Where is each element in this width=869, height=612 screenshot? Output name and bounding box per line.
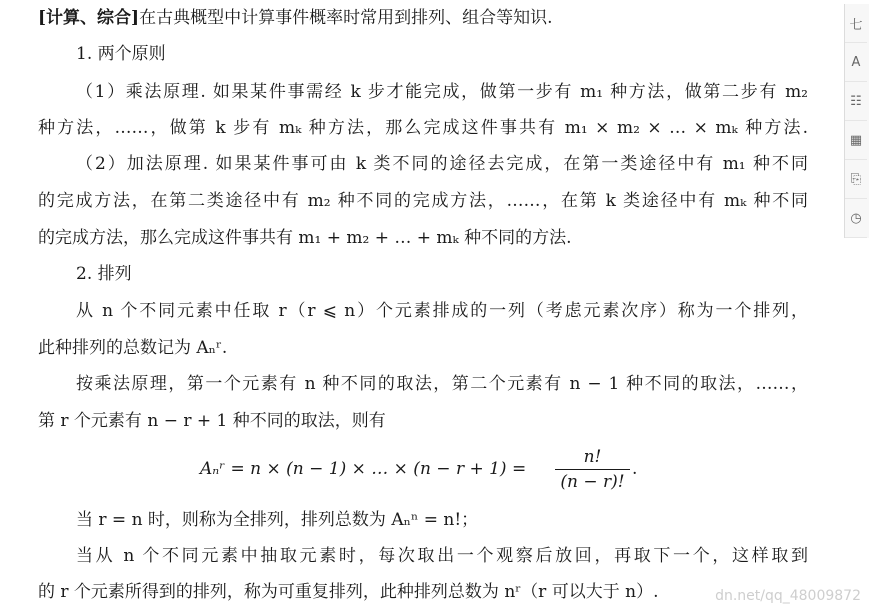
formula-fraction xyxy=(555,446,630,493)
side-toolbar xyxy=(844,4,869,238)
fraction-bar xyxy=(555,469,630,470)
paragraph-multiplication-2: 种方法，……，做第 k 步有 mₖ 种方法，那么完成这件事共有 m₁ × m₂ × … × mₖ 种方法. xyxy=(38,118,808,138)
grid-icon[interactable]: ▦ xyxy=(845,121,867,160)
formula-lhs: Aₙʳ = n × (n − 1) × … × (n − r + 1) = xyxy=(200,459,527,479)
paragraph-rule-2: 第 r 个元素有 n − r + 1 种不同的取法，则有 xyxy=(38,411,386,431)
note-icon[interactable]: ☷ xyxy=(845,82,867,121)
paragraph-addition-2: 的完成方法，在第二类途径中有 m₂ 种不同的完成方法，……，在第 k 类途径中有 mₖ 种不同 xyxy=(38,191,808,211)
intro-tag: [计算、综合] xyxy=(38,8,140,28)
paragraph-permutation-2: 此种排列的总数记为 Aₙʳ. xyxy=(38,338,228,358)
watermark: dn.net/qq_48009872 xyxy=(715,588,861,604)
paragraph-addition-1: （2）加法原理. 如果某件事可由 k 类不同的途径去完成，在第一类途径中有 m₁ 种不同 xyxy=(76,154,808,174)
history-icon[interactable]: ◷ xyxy=(845,199,867,238)
paragraph-repetition-1: 当从 n 个不同元素中抽取元素时，每次取出一个观察后放回，再取下一个，这样取到 xyxy=(76,546,808,566)
paragraph-rule-1: 按乘法原理，第一个元素有 n 种不同的取法，第二个元素有 n − 1 种不同的取法，……， xyxy=(76,374,808,394)
copy-icon[interactable]: ⎘ xyxy=(845,160,867,199)
formula-numerator: n! xyxy=(583,447,602,467)
paragraph-permutation-1: 从 n 个不同元素中任取 r（r ⩽ n）个元素排成的一列（考虑元素次序）称为一个排列， xyxy=(76,301,808,321)
formula-period: . xyxy=(632,459,638,479)
paragraph-addition-3: 的完成方法，那么完成这件事共有 m₁ + m₂ + … + mₖ 种不同的方法. xyxy=(38,228,572,248)
section-heading-principles: 1. 两个原则 xyxy=(76,44,166,64)
paragraph-multiplication-1: （1）乘法原理. 如果某件事需经 k 步才能完成，做第一步有 m₁ 种方法，做第二步有 m₂ xyxy=(76,82,808,102)
paragraph-full-permutation: 当 r = n 时，则称为全排列，排列总数为 Aₙⁿ = n!； xyxy=(76,510,479,530)
section-heading-permutation: 2. 排列 xyxy=(76,264,132,284)
intro-text: 在古典概型中计算事件概率时常用到排列、组合等知识. xyxy=(139,8,553,28)
highlight-icon[interactable]: A xyxy=(845,43,867,82)
intro-line xyxy=(38,6,808,30)
permutation-formula xyxy=(200,446,670,496)
text-select-icon[interactable]: 七 xyxy=(845,4,867,43)
formula-denominator: (n − r)! xyxy=(560,472,625,492)
paragraph-repetition-2: 的 r 个元素所得到的排列，称为可重复排列，此种排列总数为 nʳ（r 可以大于 n）. xyxy=(38,582,659,602)
